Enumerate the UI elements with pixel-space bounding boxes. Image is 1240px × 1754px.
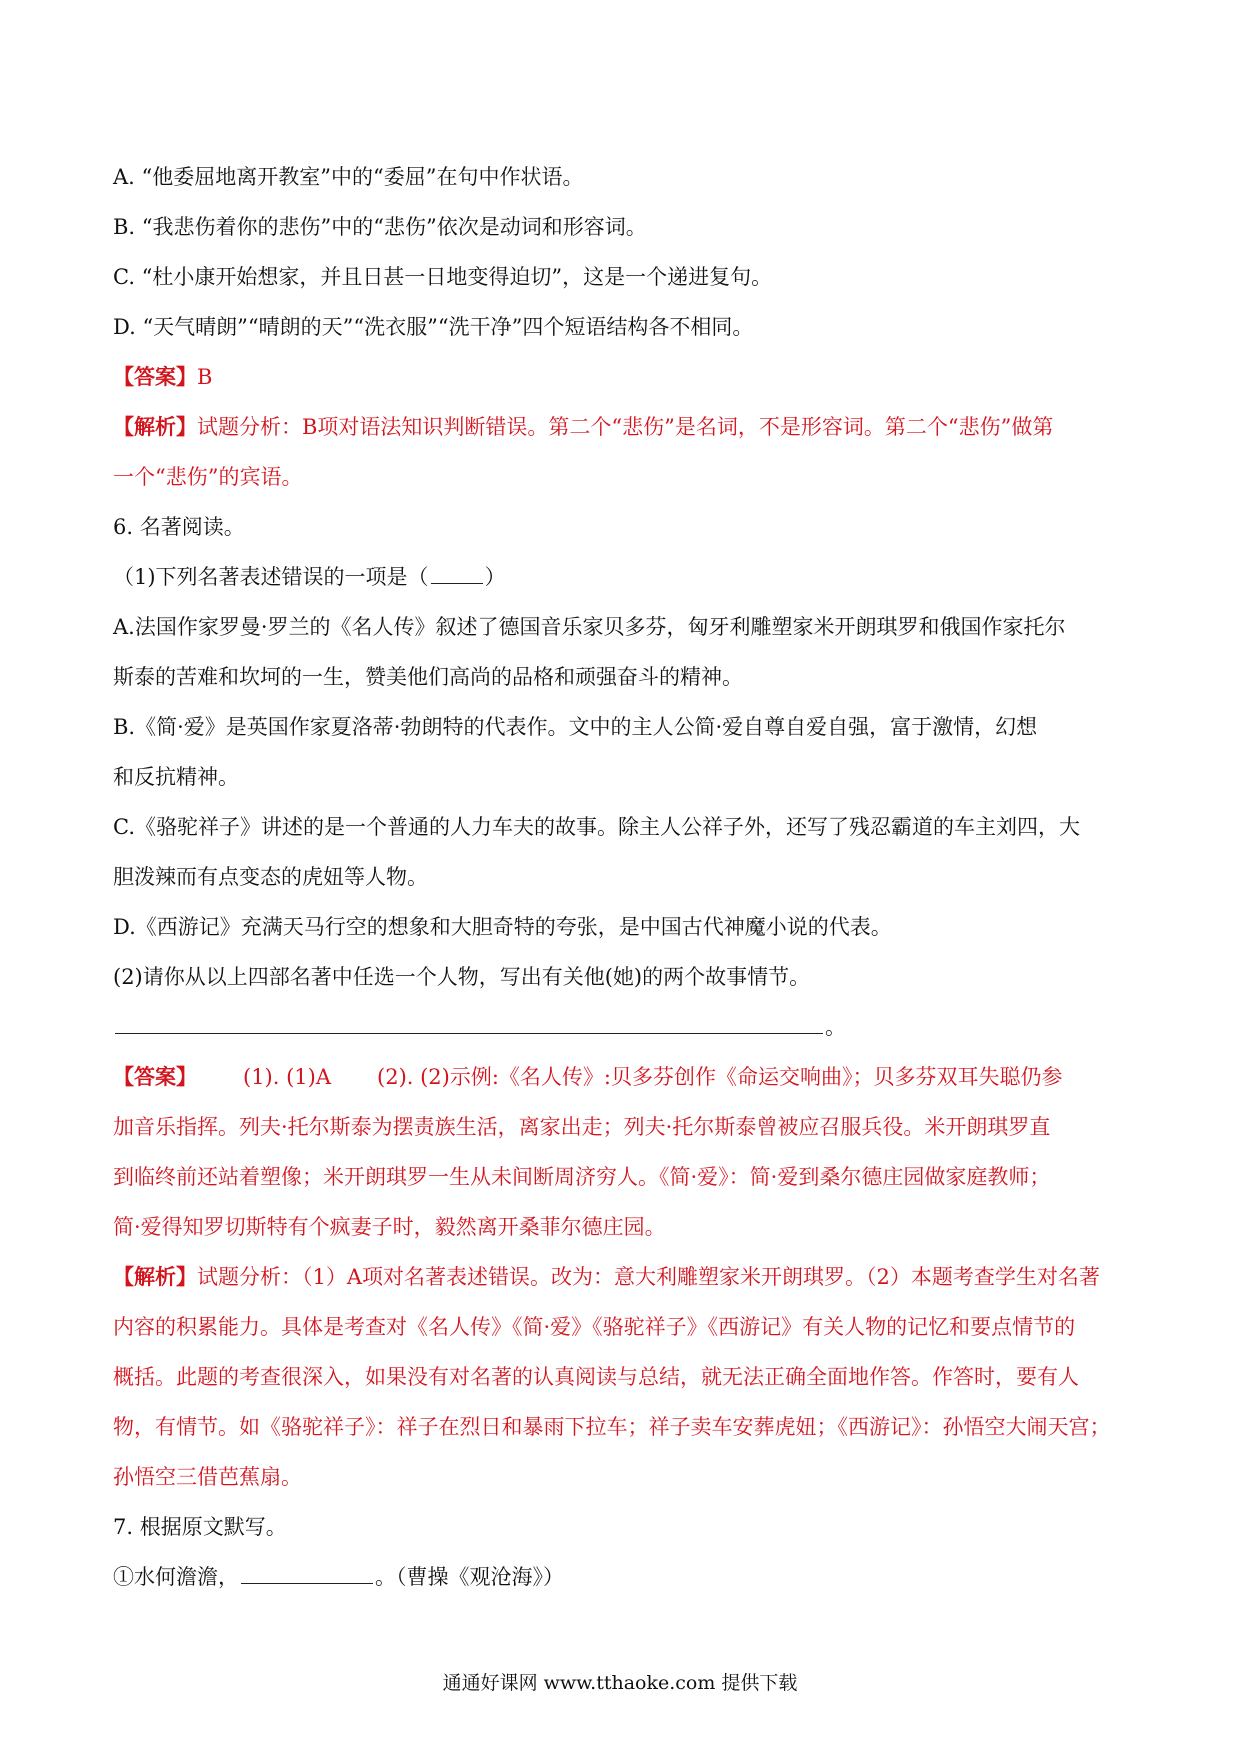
q6-answer-blank-line (113, 1002, 1133, 1052)
q6-option-line: 胆泼辣而有点变态的虎妞等人物。 (113, 865, 428, 889)
q6-sub2-end: 。 (825, 1015, 846, 1039)
q6-option-line: 斯泰的苦难和坎坷的一生，赞美他们高尚的品格和顽强奋斗的精神。 (113, 665, 743, 689)
q6-analysis-line: 概括。此题的考查很深入，如果没有对名著的认真阅读与总结，就无法正确全面地作答。作答时，要有人 (113, 1365, 1079, 1389)
q6-analysis-tag: 【解析】 (113, 1264, 197, 1289)
q7-item1-suffix: 。（曹操《观沧海》） (375, 1565, 564, 1589)
q6-answer-part1: (1). (1)A (243, 1065, 332, 1089)
q6-analysis-line: 内容的积累能力。具体是考查对《名人传》《简·爱》《骆驼祥子》《西游记》有关人物的记忆和要点情节的 (113, 1315, 1076, 1339)
q6-option-line: D.《西游记》充满天马行空的想象和大胆奇特的夸张，是中国古代神魔小说的代表。 (113, 915, 892, 939)
q6-answer-part2: (2). (2)示例:《名人传》:贝多芬创作《命运交响曲》；贝多芬双耳失聪仍参 (377, 1065, 1063, 1089)
q6-option-line: 和反抗精神。 (113, 765, 239, 789)
q6-option-line: B.《简·爱》是英国作家夏洛蒂·勃朗特的代表作。文中的主人公简·爱自尊自爱自强，富于激情，幻想 (113, 715, 1038, 739)
q6-analysis-line: 孙悟空三借芭蕉扇。 (113, 1465, 302, 1489)
q5-answer-value: B (197, 365, 213, 389)
q7-item1 (113, 1552, 1133, 1602)
q6-answer-tag: 【答案】 (113, 1064, 197, 1089)
q5-answer-tag: 【答案】 (113, 364, 197, 389)
q5-analysis-tag: 【解析】 (113, 414, 197, 439)
q6-answer (113, 1052, 1133, 1102)
q6-sub1-prefix: （1)下列名著表述错误的一项是（ (113, 565, 429, 589)
q5-analysis-line: 一个“悲伤”的宾语。 (113, 465, 303, 489)
q5-analysis-line (113, 402, 1133, 452)
q6-analysis-line: 物，有情节。如《骆驼祥子》：祥子在烈日和暴雨下拉车；祥子卖车安葬虎妞；《西游记》：孙悟空大闹天宫； (113, 1415, 1111, 1439)
q6-answer-line: 加音乐指挥。列夫·托尔斯泰为摆责族生活，离家出走；列夫·托尔斯泰曾被应召服兵役。米开朗琪罗直 (113, 1115, 1051, 1139)
q6-sub2: (2)请你从以上四部名著中任选一个人物，写出有关他(她)的两个故事情节。 (113, 965, 811, 989)
q6-sub2-blank[interactable] (115, 1011, 823, 1034)
q6-analysis (113, 1252, 1133, 1302)
q5-option-d: D. “天气晴朗”“晴朗的天”“洗衣服”“洗干净”四个短语结构各不相同。 (113, 315, 754, 339)
document-content (113, 152, 1133, 1602)
q5-option-a: A. “他委屈地离开教室”中的“委屈”在句中作状语。 (113, 165, 584, 189)
q7-item1-prefix: ①水何澹澹， (113, 1565, 239, 1589)
q6-option-line: A.法国作家罗曼·罗兰的《名人传》叙述了德国音乐家贝多芬，匈牙利雕塑家米开朗琪罗和俄国作家托尔 (113, 615, 1066, 639)
q6-sub1-suffix: ） (484, 565, 506, 589)
q5-answer (113, 352, 1133, 402)
q5-option-c: C. “杜小康开始想家，并且日甚一日地变得迫切”，这是一个递进复句。 (113, 265, 773, 289)
page-footer: 通通好课网 www.tthaoke.com 提供下载 (442, 1672, 798, 1694)
q6-answer-line: 到临终前还站着塑像；米开朗琪罗一生从未间断周济穷人。《简·爱》：简·爱到桑尔德庄园做家庭教师； (113, 1165, 1051, 1189)
q5-analysis-text: 试题分析：B项对语法知识判断错误。第二个“悲伤”是名词，不是形容词。第二个“悲伤”做第 (197, 415, 1054, 439)
q7-item1-blank[interactable] (241, 1561, 373, 1584)
q6-analysis-text: 试题分析：（1）A项对名著表述错误。改为：意大利雕塑家米开朗琪罗。（2）本题考查学生对名著 (197, 1265, 1100, 1289)
q6-answer-line: 简·爱得知罗切斯特有个疯妻子时，毅然离开桑菲尔德庄园。 (113, 1215, 666, 1239)
q6-sub1-blank[interactable] (431, 561, 483, 584)
q5-option-b: B. “我悲伤着你的悲伤”中的“悲伤”依次是动词和形容词。 (113, 215, 647, 239)
q7-title: 7. 根据原文默写。 (113, 1515, 287, 1539)
q6-option-line: C.《骆驼祥子》讲述的是一个普通的人力车夫的故事。除主人公祥子外，还写了残忍霸道的车主刘四，大 (113, 815, 1080, 839)
q6-sub1 (113, 552, 1133, 602)
q6-title: 6. 名著阅读。 (113, 515, 245, 539)
